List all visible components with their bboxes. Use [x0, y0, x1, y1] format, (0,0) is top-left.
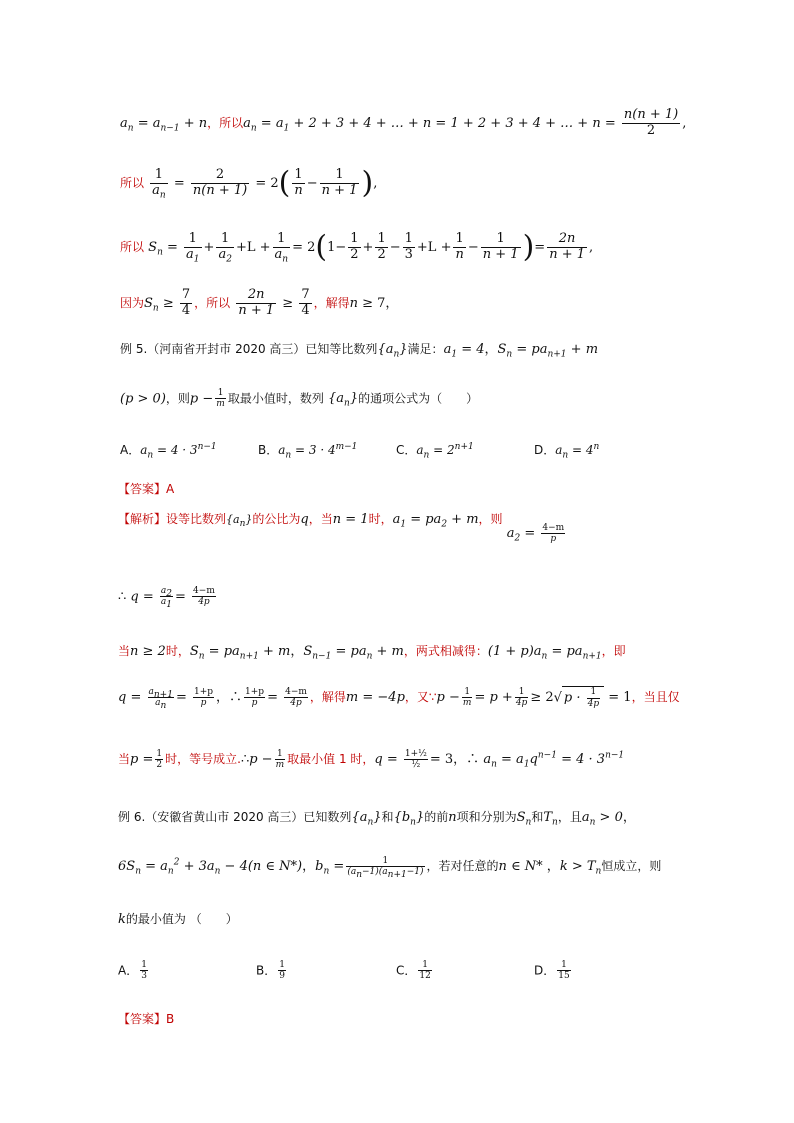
analysis-line-1: 【解析】设等比数列$\{a_n\}$的公比为q，当n = 1时，$a_1 = pa_2 + m$，则 $a_2$ = $\frac{4-m}{p}$ [118, 512, 565, 544]
equation-line-1: $a_n = a_{n-1} + n$，所以$a_n = a_1 + 2 + 3 + 4$ + … + n = 1 + 2 + 3 + 4 + … + n = $\frac{n(n + 1)}{2}$ , [120, 107, 687, 138]
equation-line-2: 所以 $\frac{1}{a_n}$ = $\frac{2}{n(n + 1)}$ = 2( $\frac{1}{n}$ − $\frac{1}{n + 1}$ ), [120, 165, 378, 201]
option-6a[interactable]: A． $\frac{1}{3}$ [118, 960, 147, 982]
answer-6: 【答案】B [118, 1012, 175, 1026]
option-5a[interactable]: A．$a_n = 4 \cdot 3^{n-1}$ [120, 442, 217, 461]
option-6d[interactable]: D． $\frac{1}{15}$ [534, 960, 570, 982]
option-5d[interactable]: D．$a_n = 4^n$ [534, 442, 600, 461]
example-5-line-2: (p > 0)，则p − $\frac{1}{m}$ 取最小值时，数列 $\{a_n\}$的通项公式为（ ） [120, 388, 479, 410]
analysis-line-4: q = $\frac{a_{n+1}}{a_n}$ = $\frac{1+p}{p}$ ，∴ $\frac{1+p}{p}$ = $\frac{4-m}{4p}$ ，解得m = −4p，又∵p − $\frac{1}{m}$ = p + $\frac{1}{4p}$ ≥ 2√ p · $\frac{1}{4p}$ = 1，当且仅 [118, 686, 680, 711]
analysis-line-3: 当n ≥ 2时，$S_n = pa_{n+1} + m$，$S_{n-1} = pa_n + m$，两式相减得：$(1 + p)a_n = pa_{n+1}$，即 [118, 644, 626, 662]
example-5-header: 例 5.（河南省开封市 2020 高三）已知等比数列$\{a_n\}$满足：$a_1 = 4$，$S_n = pa_{n+1} + m$ [120, 342, 599, 360]
equation-line-3: 所以 $S_n$ = $\frac{1}{a_1}$ + $\frac{1}{a_2}$ +L + $\frac{1}{a_n}$ = 2(1− $\frac{1}{2}$ + $\frac{1}{2}$ − $\frac{1}{3}$ +L + $\frac{1}{n}$ − $\frac{1}{n + 1}$ )= $\frac{2n}{n + 1}$ , [120, 229, 594, 265]
example-6-header: 例 6.（安徽省黄山市 2020 高三）已知数列$\{a_n\}$和$\{b_n\}$的前n项和分别为$S_n$和$T_n$，且$a_n > 0$， [118, 810, 636, 828]
analysis-line-5: 当p = $\frac{1}{2}$ 时，等号成立.∴p − $\frac{1}{m}$ 取最小值 1 时，q = $\frac{\text{1+½}}{\text{½}}$ = 3，∴ $a_n = a_1q^{n-1} = 4 \cdot 3^{n-1}$ [118, 748, 625, 770]
answer-5: 【答案】A [118, 482, 175, 496]
option-5b[interactable]: B．$a_n = 3 \cdot 4^{m-1}$ [258, 442, 358, 461]
analysis-line-2: ∴ q = $\frac{a_2}{a_1}$ = $\frac{4-m}{4p}$ [118, 586, 215, 611]
equation-line-4: 因为$S_n$ ≥ $\frac{7}{4}$ ，所以 $\frac{2n}{n + 1}$ ≥ $\frac{7}{4}$ ，解得n ≥ 7， [120, 287, 399, 318]
option-6c[interactable]: C． $\frac{1}{12}$ [396, 960, 431, 982]
example-6-line-2: $6S_n = a_n^2 + 3a_n - 4(n$ ∈ N*)，$b_n$ = $\frac{1}{(a_n-1)(a_{n+1}-1)}$ ，若对任意的n ∈ N* ，$k > T_n$恒成立，则 [118, 855, 662, 880]
option-6b[interactable]: B． $\frac{1}{9}$ [256, 960, 285, 982]
option-5c[interactable]: C．$a_n = 2^{n+1}$ [396, 442, 474, 461]
example-6-line-3: k的最小值为 （ ） [118, 912, 238, 927]
